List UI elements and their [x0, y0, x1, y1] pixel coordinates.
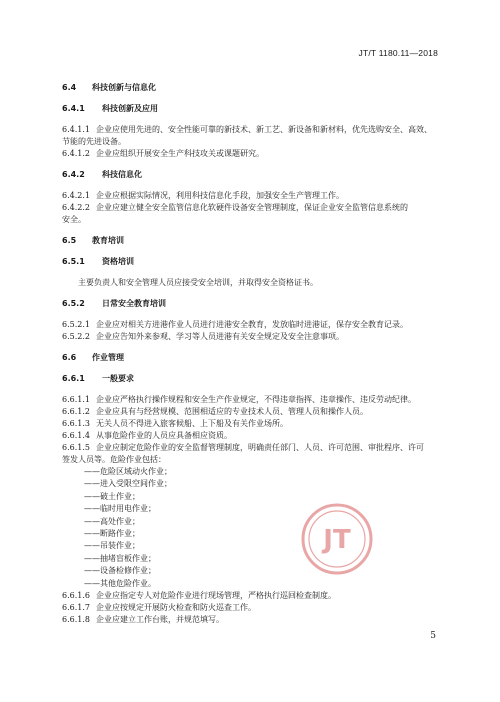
section-number: 6.5 [62, 236, 77, 245]
clause-number: 6.4.1.1 [62, 125, 90, 134]
clause-number: 6.6.1.5 [62, 443, 90, 452]
list-item: ——吊装作业； [84, 541, 140, 551]
list-item: ——进入受限空间作业； [84, 479, 172, 489]
subsection-heading-6-6-1 [62, 373, 442, 385]
hazardous-work-list [62, 466, 442, 590]
clause-text: 企业应制定危险作业的安全监督管理制度，明确责任部门、人员、许可范围、审批程序、许可 [96, 443, 424, 452]
section-heading-6-4 [62, 82, 442, 94]
clause-number: 6.4.1.2 [62, 149, 90, 158]
clause-text: 企业应告知外来参观、学习等人员进港有关安全规定及安全注意事项。 [96, 332, 344, 341]
clause-text: 企业应严格执行操作规程和安全生产作业规定，不得违章指挥、违章操作、违反劳动纪律。 [96, 395, 416, 404]
subsection-heading-6-5-2 [62, 298, 442, 310]
section-title: 教育培训 [92, 236, 124, 245]
subsection-title: 科技创新及应用 [102, 104, 158, 113]
section-heading-6-5 [62, 235, 442, 247]
clause-text: 企业应使用先进的、安全性能可靠的新技术、新工艺、新设备和新材料，优先选购安全、高效、 [96, 125, 432, 134]
subsection-title: 资格培训 [102, 257, 134, 266]
clause-6-6-1-6 [62, 590, 442, 602]
clause-number: 6.4.2.2 [62, 203, 90, 212]
list-item: ——危险区域动火作业； [84, 467, 172, 476]
standard-code: JT/T 1180.11—2018 [358, 48, 438, 58]
clause-text: 企业应指定专人对危险作业进行现场管理，严格执行巡回检查制度。 [96, 591, 336, 601]
clause-6-4-1-1-continued: 节能的先进设备。 [62, 137, 126, 146]
subsection-number: 6.4.1 [62, 104, 85, 113]
list-item: ——抽堵盲板作业； [84, 553, 156, 563]
section-title: 科技创新与信息化 [92, 83, 156, 92]
subsection-number: 6.5.2 [62, 299, 85, 308]
watermark-text: JT [323, 525, 351, 555]
clause-number: 6.4.2.1 [62, 191, 90, 200]
clause-6-4-2-1 [62, 190, 442, 202]
clause-6-4-1-1 [62, 124, 442, 136]
subsection-heading-6-5-1 [62, 256, 442, 268]
clause-6-5-2-2 [62, 331, 442, 343]
clause-text: 企业应建立工作台账，并规范填写。 [96, 615, 224, 625]
clause-number: 6.6.1.8 [62, 615, 90, 625]
subsection-heading-6-4-1 [62, 103, 442, 115]
clause-6-6-1-5 [62, 442, 442, 454]
subsection-number: 6.5.1 [62, 257, 85, 266]
list-item: ——断路作业； [84, 529, 140, 539]
clause-text: 从事危险作业的人员应具备相应资质。 [96, 431, 232, 440]
clause-6-4-1-2 [62, 148, 442, 160]
list-item: ——临时用电作业； [84, 504, 156, 514]
clause-6-6-1-8 [62, 614, 442, 626]
clause-6-6-1-3 [62, 418, 442, 430]
clause-6-6-1-5-continued: 签发人员等。危险作业包括： [62, 455, 166, 464]
list-item: ——高处作业； [84, 516, 140, 526]
clause-text: 企业应建立健全安全监管信息化软硬件设备安全管理制度，保证企业安全监管信息系统的 [96, 203, 408, 212]
clause-6-6-1-4 [62, 430, 442, 442]
clause-6-4-2-2-continued: 安全。 [62, 215, 86, 224]
section-number: 6.4 [62, 83, 77, 92]
clause-number: 6.6.1.2 [62, 407, 90, 416]
clause-number: 6.6.1.4 [62, 431, 90, 440]
subsection-number: 6.6.1 [62, 374, 85, 383]
clause-number: 6.5.2.1 [62, 320, 90, 329]
list-item: ——设备检修作业； [84, 566, 156, 576]
document-body [62, 82, 442, 626]
clause-6-6-1-1 [62, 394, 442, 406]
list-item: ——破土作业； [84, 491, 140, 501]
clause-6-5-2-1 [62, 319, 442, 331]
clause-number: 6.6.1.6 [62, 591, 90, 601]
clause-number: 6.6.1.3 [62, 419, 90, 428]
clause-number: 6.5.2.2 [62, 332, 90, 341]
clause-text: 企业应根据实际情况，利用科技信息化手段，加强安全生产管理工作。 [96, 191, 344, 200]
clause-text: 企业应组织开展安全生产科技攻关或课题研究。 [96, 149, 264, 158]
subsection-title: 日常安全教育培训 [102, 299, 166, 308]
clause-text: 无关人员不得进入旅客候船、上下船及有关作业场所。 [96, 419, 288, 428]
clause-number: 6.6.1.1 [62, 395, 90, 404]
section-number: 6.6 [62, 353, 77, 362]
subsection-heading-6-4-2 [62, 169, 442, 181]
clause-text: 企业应具有与经营规模、范围相适应的专业技术人员、管理人员和操作人员。 [96, 407, 368, 416]
subsection-title: 科技信息化 [102, 170, 142, 179]
subsection-number: 6.4.2 [62, 170, 85, 179]
paragraph-6-5-1: 主要负责人和安全管理人员应接受安全培训，并取得安全资格证书。 [78, 278, 318, 287]
list-item: ——其他危险作业。 [84, 578, 156, 588]
jt-watermark-stamp [300, 502, 374, 576]
clause-6-6-1-2 [62, 406, 442, 418]
subsection-title: 一般要求 [102, 374, 134, 383]
clause-6-6-1-7 [62, 602, 442, 614]
section-heading-6-6 [62, 352, 442, 364]
section-title: 作业管理 [92, 353, 124, 362]
clause-text: 企业应对相关方进港作业人员进行进港安全教育，发放临时进港证，保存安全教育记录。 [96, 320, 408, 329]
clause-6-4-2-2 [62, 202, 442, 214]
page-number: 5 [430, 631, 436, 641]
clause-text: 企业应按规定开展防火检查和防火巡查工作。 [96, 603, 256, 613]
clause-number: 6.6.1.7 [62, 603, 90, 613]
